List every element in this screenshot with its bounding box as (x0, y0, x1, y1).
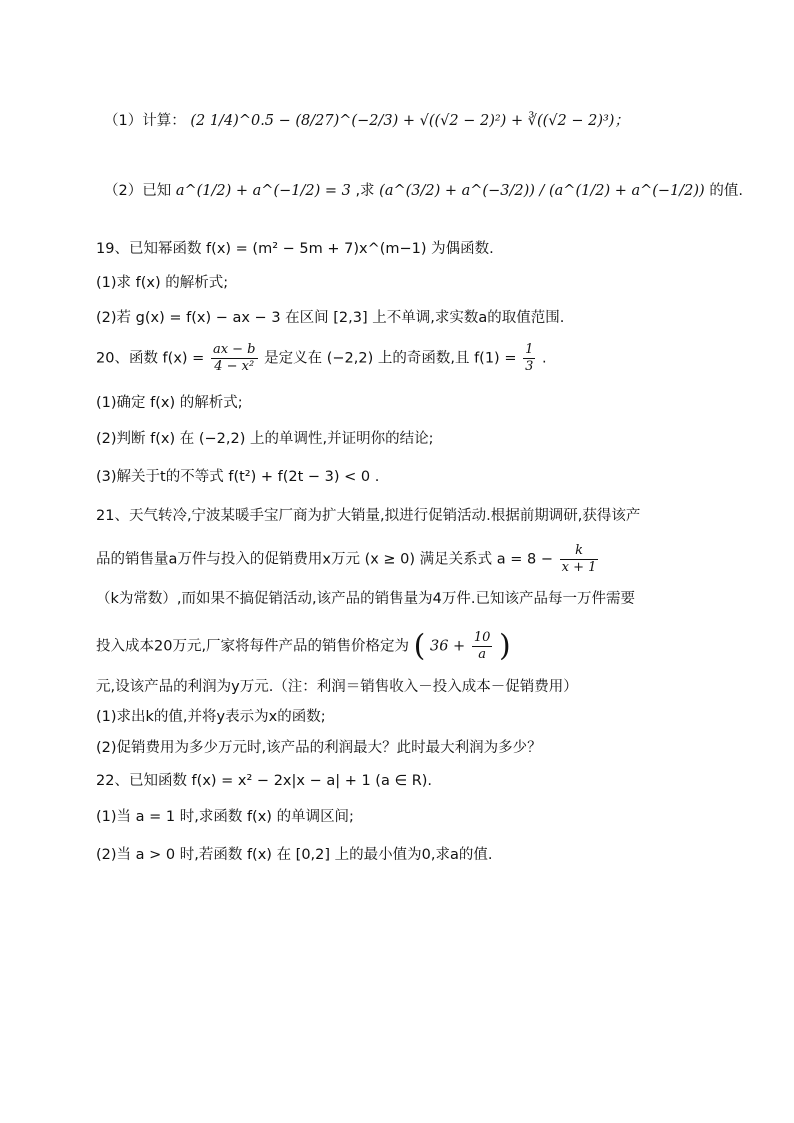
q20-f1-denominator: 3 (525, 359, 534, 374)
q21-line4 (96, 630, 511, 663)
q20-stem (96, 342, 547, 375)
q18-part1-line (104, 110, 629, 132)
q21-line4-text: 投入成本20万元,厂家将每件产品的销售价格定为 (96, 638, 410, 655)
q21-price-expr: 36 + (430, 638, 466, 655)
q21-part1: (1)求出k的值,并将y表示为x的函数; (96, 709, 326, 725)
q21-k-denominator: x + 1 (561, 560, 597, 575)
q20-f1-fraction (523, 342, 535, 375)
q21-line3: （k为常数）,而如果不搞促销活动,该产品的销售量为4万件.已知该产品每一万件需要 (96, 591, 635, 607)
q19-part2: (2)若 g(x) = f(x) − ax − 3 在区间 [2,3] 上不单调,求实数a的取值范围. (96, 310, 565, 326)
q20-fraction-numerator: ax − b (212, 342, 256, 357)
q18-part1-label: （1）计算： (104, 113, 186, 129)
q21-close-paren: ) (498, 628, 511, 664)
q21-price-denominator: a (478, 647, 486, 662)
q20-stem-a: 20、函数 f(x) = (96, 350, 205, 367)
q21-price-numerator: 10 (473, 630, 491, 645)
q21-k-numerator: k (560, 543, 599, 560)
q21-line1: 21、天气转冷,宁波某暖手宝厂商为扩大销量,拟进行促销活动.根据前期调研,获得该产 (96, 508, 641, 524)
q18-part2-ask: ,求 (355, 183, 375, 199)
q18-part2-expression: (a^(3/2) + a^(−3/2)) / (a^(1/2) + a^(−1/2)) (379, 183, 705, 199)
q21-k-fraction (560, 543, 599, 576)
q19-stem: 19、已知幂函数 f(x) = (m² − 5m + 7)x^(m−1) 为偶函数. (96, 241, 494, 257)
q21-line2 (96, 543, 600, 576)
q18-part2-end: 的值. (709, 183, 743, 199)
q20-function-fraction (211, 342, 258, 375)
q18-part2-line (104, 180, 743, 202)
q19-part1: (1)求 f(x) 的解析式; (96, 275, 229, 291)
q21-price-fraction (472, 630, 493, 663)
q20-stem-b: 是定义在 (−2,2) 上的奇函数,且 f(1) = (264, 350, 517, 367)
q20-f1-numerator: 1 (525, 342, 534, 357)
q20-part1: (1)确定 f(x) 的解析式; (96, 395, 243, 411)
q18-part2-given: a^(1/2) + a^(−1/2) = 3 (175, 183, 351, 199)
q22-part2: (2)当 a > 0 时,若函数 f(x) 在 [0,2] 上的最小值为0,求a的值. (96, 847, 493, 863)
q20-stem-end: . (541, 350, 547, 367)
q22-stem: 22、已知函数 f(x) = x² − 2x|x − a| + 1 (a ∈ R). (96, 773, 433, 789)
q21-part2: (2)促销费用为多少万元时,该产品的利润最大？此时最大利润为多少？ (96, 740, 542, 756)
q18-part2-label: （2）已知 (104, 183, 172, 199)
q22-part1: (1)当 a = 1 时,求函数 f(x) 的单调区间; (96, 809, 354, 825)
q20-part3: (3)解关于t的不等式 f(t²) + f(2t − 3) < 0 . (96, 469, 380, 485)
q18-part1-expression: (2 1/4)^0.5 − (8/27)^(−2/3) + √((√2 − 2)²) + ∛((√2 − 2)³)； (190, 113, 629, 129)
q20-part2: (2)判断 f(x) 在 (−2,2) 上的单调性,并证明你的结论; (96, 431, 434, 447)
q21-line2-text: 品的销售量a万件与投入的促销费用x万元 (x ≥ 0) 满足关系式 a = 8 − (96, 551, 554, 568)
q21-open-paren: ( (413, 628, 426, 664)
q21-line5: 元,设该产品的利润为y万元.（注：利润＝销售收入－投入成本－促销费用） (96, 679, 578, 695)
q20-fraction-denominator: 4 − x² (214, 359, 255, 374)
